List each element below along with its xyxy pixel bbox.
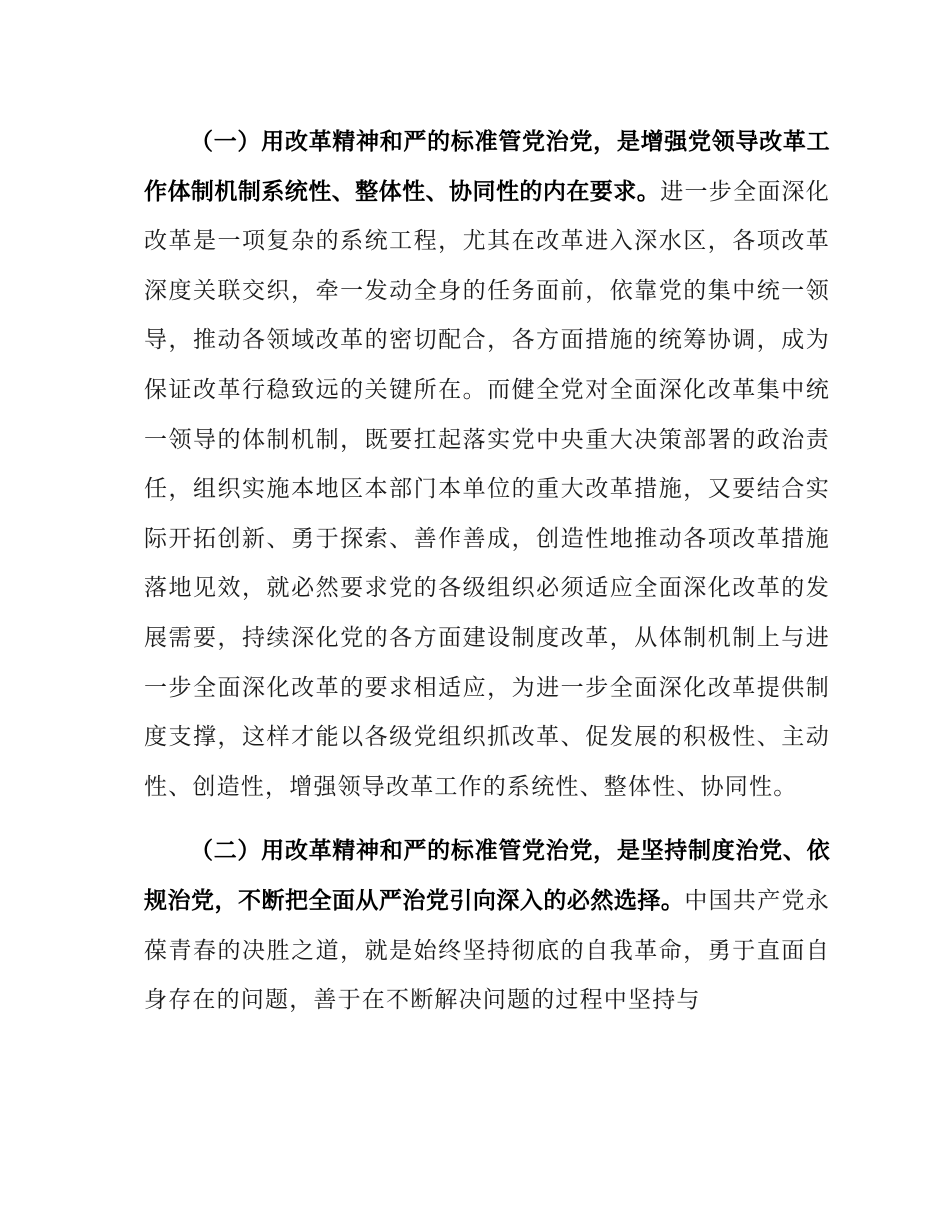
paragraph-1-heading: （一）用改革精神和严的标准管党治党，是增强党领导改革工作体制机制系统性、整体性、协同性的内在要求。 bbox=[144, 129, 830, 205]
paragraph-2 bbox=[144, 827, 830, 1025]
paragraph-2-text: 中国共产党永葆青春的决胜之道，就是始终坚持彻底的自我革命，勇于直面自身存在的问题，善于在不断解决问题的过程中坚持与 bbox=[144, 887, 831, 1014]
paragraph-1-text: 进一步全面深化改革是一项复杂的系统工程，尤其在改革进入深水区，各项改革深度关联交织，牵一发动全身的任务面前，依靠党的集中统一领导，推动各领域改革的密切配合，各方面措施的统筹协调，成为保证改革行稳致远的关键所在。而健全党对全面深化改革集中统一领导的体制机制，既要扛起落实党中央重大决策部署的政治责任，组织实施本地区本部门本单位的重大改革措施，又要结合实际开拓创新、勇于探索、善作善成，创造性地推动各项改革措施落地见效，就必然要求党的各级组织必须适应全面深化改革的发展需要，持续深化党的各方面建设制度改革，从体制机制上与进一步全面深化改革的要求相适应，为进一步全面深化改革提供制度支撑，这样才能以各级党组织抓改革、促发展的积极性、主动性、创造性，增强领导改革工作的系统性、整体性、协同性。 bbox=[144, 178, 830, 800]
paragraph-1 bbox=[144, 118, 830, 812]
paragraph-2-heading: （二）用改革精神和严的标准管党治党，是坚持制度治党、依规治党，不断把全面从严治党引向深入的必然选择。 bbox=[144, 838, 830, 914]
document-body bbox=[144, 118, 830, 1026]
